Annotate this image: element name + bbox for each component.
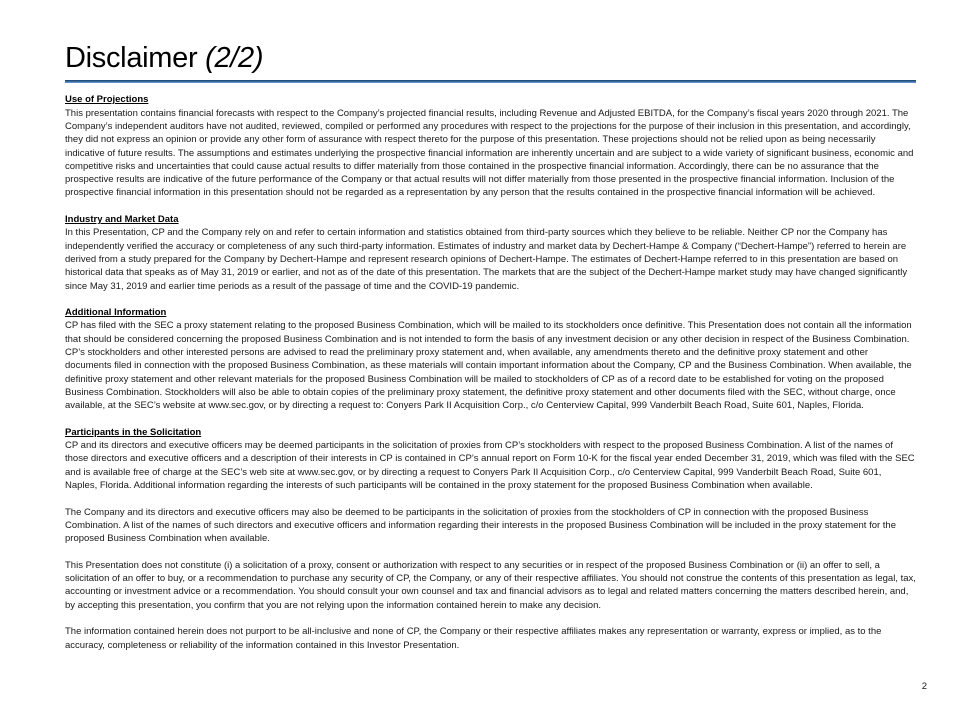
section-participants-in-the-solicitation — [65, 426, 916, 652]
section-use-of-projections — [65, 93, 916, 199]
disclaimer-paragraph: The information contained herein does not purport to be all-inclusive and none of CP, the Company or their respective affiliates makes any representation or warranty, express or implied, as to the accuracy, completeness or reliability of the information contained in this Investor Presentation. — [65, 626, 882, 651]
section-heading-participants-in-the-solicitation: Participants in the Solicitation — [65, 426, 202, 438]
disclaimer-paragraph: CP and its directors and executive officers may be deemed participants in the solicitation of proxies from CP’s stockholders with respect to the proposed Business Combination. A list of the names of those directors and executive officers and a description of their interests in CP is contained in CP’s annual report on Form 10-K for the fiscal year ended December 31, 2019, which was filed with the SEC and is available free of charge at the SEC’s web site at www.sec.gov, or by directing a request to Conyers Park II Acquisition Corp., c/o Centerview Capital, 999 Vanderbilt Beach Road, Suite 601, Naples, Florida. Additional information regarding the interests of such participants will be contained in the proxy statement for the proposed Business Combination when available. — [65, 440, 915, 491]
disclaimer-content — [65, 93, 916, 651]
page-title-text: Disclaimer — [65, 42, 206, 74]
section-industry-and-market-data — [65, 213, 916, 293]
disclaimer-paragraph: CP has filed with the SEC a proxy statement relating to the proposed Business Combination, which will be mailed to its stockholders once definitive. This Presentation does not contain all the information that should be considered concerning the proposed Business Combination and is not intended to form the basis of any investment decision or any other decision in respect of the Business Combination. CP’s stockholders and other interested persons are advised to read the preliminary proxy statement and, when available, any amendments thereto and the definitive proxy statement and other documents filed in connection with the proposed Business Combination, as these materials will contain important information about the Company, CP and the Business Combination. When available, the definitive proxy statement and other relevant materials for the proposed Business Combination will be mailed to stockholders of CP as of a record date to be established for voting on the proposed Business Combination. Stockholders will also be able to obtain copies of the preliminary proxy statement, the definitive proxy statement and other documents filed with the SEC, without charge, once available, at the SEC’s website at www.sec.gov, or by directing a request to: Conyers Park II Acquisition Corp., c/o Centerview Capital, 999 Vanderbilt Beach Road, Suite 601, Naples, Florida. — [65, 320, 912, 412]
title-divider — [65, 80, 916, 83]
section-additional-information — [65, 306, 916, 412]
disclaimer-paragraph: In this Presentation, CP and the Company rely on and refer to certain information and statistics obtained from third-party sources which they believe to be reliable. Neither CP nor the Company has independently verified the accuracy or completeness of any such third-party information. Estimates of industry and market data by Dechert-Hampe & Company (“Dechert-Hampe”) referred to herein are derived from a study prepared for the Company by Dechert-Hampe and represent research opinions of Dechert-Hampe. The estimates of Dechert-Hampe referred to in this presentation are based on historical data that speaks as of May 31, 2019 or earlier, and not as of the date of this presentation. The markets that are the subject of the Dechert-Hampe market study may have changed significantly since May 31, 2019 and earlier time periods as a result of the passage of time and the COVID-19 pandemic. — [65, 227, 908, 292]
section-heading-use-of-projections: Use of Projections — [65, 94, 149, 106]
page-title — [65, 42, 916, 75]
page-title-counter: (2/2) — [205, 42, 264, 74]
section-heading-additional-information: Additional Information — [65, 307, 167, 319]
disclaimer-paragraph: This presentation contains financial forecasts with respect to the Company’s projected financial results, including Revenue and Adjusted EBITDA, for the Company’s fiscal years 2020 through 2021. The Company’s independent auditors have not audited, reviewed, compiled or performed any procedures with respect to the projections for the purpose of their inclusion in this presentation, and accordingly, they did not express an opinion or provide any other form of assurance with respect thereto for the purpose of this presentation. These projections should not be relied upon as being necessarily indicative of future results. The assumptions and estimates underlying the prospective financial information are inherently uncertain and are subject to a wide variety of significant business, economic and competitive risks and uncertainties that could cause actual results to differ materially from those contained in the prospective financial information. Accordingly, there can be no assurance that the prospective results are indicative of the future performance of the Company or that actual results will not differ materially from those presented in the prospective financial information. Inclusion of the prospective financial information in this presentation should not be regarded as a representation by any person that the results contained in the prospective financial information will be achieved. — [65, 107, 914, 199]
page-number: 2 — [921, 681, 927, 692]
disclaimer-paragraph: This Presentation does not constitute (i) a solicitation of a proxy, consent or authorization with respect to any securities or in respect of the proposed Business Combination or (ii) an offer to sell, a solicitation of an offer to buy, or a recommendation to purchase any security of CP, the Company, or any of their respective affiliates. You should not construe the contents of this presentation as legal, tax, accounting or investment advice or a recommendation. You should consult your own counsel and tax and financial advisors as to legal and related matters concerning the matters described herein, and, by accepting this presentation, you confirm that you are not relying upon the information contained herein to make any decision. — [65, 559, 916, 611]
section-heading-industry-and-market-data: Industry and Market Data — [65, 214, 179, 226]
disclaimer-paragraph: The Company and its directors and executive officers may also be deemed to be participants in the solicitation of proxies from the stockholders of CP in connection with the proposed Business Combination. A list of the names of such directors and executive officers and information regarding their interests in the proposed Business Combination will be included in the proxy statement for the proposed Business Combination when available. — [65, 506, 896, 545]
